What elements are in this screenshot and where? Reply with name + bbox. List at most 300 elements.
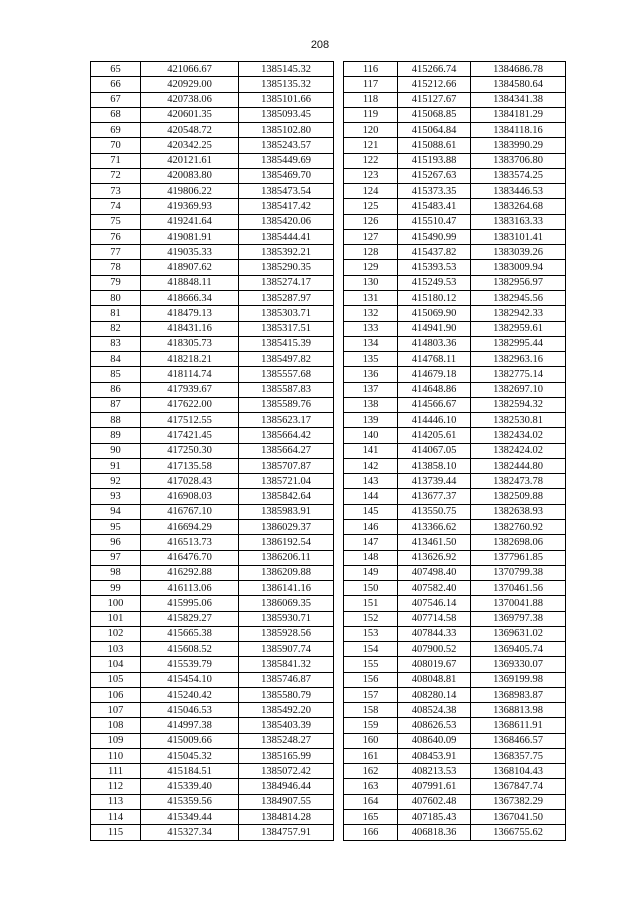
x-coordinate-cell: 414067.05 (398, 443, 471, 458)
y-coordinate-cell: 1382995.44 (471, 336, 566, 351)
table-row (344, 550, 566, 565)
table-row (91, 352, 334, 367)
table-row (344, 367, 566, 382)
x-coordinate-cell: 414446.10 (398, 413, 471, 428)
point-number-cell: 93 (91, 489, 141, 504)
table-row (91, 413, 334, 428)
point-number-cell: 124 (344, 184, 398, 199)
y-coordinate-cell: 1382698.06 (471, 535, 566, 550)
point-number-cell: 92 (91, 474, 141, 489)
y-coordinate-cell: 1385417.42 (239, 199, 334, 214)
y-coordinate-cell: 1366755.62 (471, 825, 566, 840)
x-coordinate-cell: 414566.67 (398, 397, 471, 412)
point-number-cell: 144 (344, 489, 398, 504)
x-coordinate-cell: 415009.66 (141, 733, 239, 748)
x-coordinate-cell: 414803.36 (398, 336, 471, 351)
point-number-cell: 161 (344, 748, 398, 763)
point-number-cell: 156 (344, 672, 398, 687)
y-coordinate-cell: 1382530.81 (471, 413, 566, 428)
y-coordinate-cell: 1382697.10 (471, 382, 566, 397)
x-coordinate-cell: 415267.63 (398, 168, 471, 183)
y-coordinate-cell: 1385469.70 (239, 168, 334, 183)
x-coordinate-cell: 418305.73 (141, 336, 239, 351)
y-coordinate-cell: 1384580.64 (471, 77, 566, 92)
x-coordinate-cell: 414941.90 (398, 321, 471, 336)
table-row (344, 581, 566, 596)
x-coordinate-cell: 415483.41 (398, 199, 471, 214)
x-coordinate-cell: 415349.44 (141, 810, 239, 825)
y-coordinate-cell: 1386206.11 (239, 550, 334, 565)
y-coordinate-cell: 1383101.41 (471, 229, 566, 244)
table-row (91, 611, 334, 626)
y-coordinate-cell: 1385707.87 (239, 458, 334, 473)
table-row (91, 504, 334, 519)
y-coordinate-cell: 1385444.41 (239, 229, 334, 244)
y-coordinate-cell: 1385243.57 (239, 138, 334, 153)
table-row (344, 229, 566, 244)
point-number-cell: 84 (91, 352, 141, 367)
table-row (91, 367, 334, 382)
y-coordinate-cell: 1384946.44 (239, 779, 334, 794)
y-coordinate-cell: 1369405.74 (471, 642, 566, 657)
x-coordinate-cell: 417028.43 (141, 474, 239, 489)
x-coordinate-cell: 415088.61 (398, 138, 471, 153)
point-number-cell: 89 (91, 428, 141, 443)
y-coordinate-cell: 1385403.39 (239, 718, 334, 733)
y-coordinate-cell: 1369797.38 (471, 611, 566, 626)
y-coordinate-cell: 1385930.71 (239, 611, 334, 626)
x-coordinate-cell: 416113.06 (141, 581, 239, 596)
table-row (344, 306, 566, 321)
y-coordinate-cell: 1386141.16 (239, 581, 334, 596)
point-number-cell: 73 (91, 184, 141, 199)
table-row (91, 168, 334, 183)
y-coordinate-cell: 1370799.38 (471, 565, 566, 580)
point-number-cell: 87 (91, 397, 141, 412)
point-number-cell: 125 (344, 199, 398, 214)
x-coordinate-cell: 415373.35 (398, 184, 471, 199)
table-row (344, 504, 566, 519)
x-coordinate-cell: 414997.38 (141, 718, 239, 733)
point-number-cell: 151 (344, 596, 398, 611)
x-coordinate-cell: 419035.33 (141, 245, 239, 260)
x-coordinate-cell: 414648.86 (398, 382, 471, 397)
point-number-cell: 94 (91, 504, 141, 519)
y-coordinate-cell: 1383446.53 (471, 184, 566, 199)
y-coordinate-cell: 1382963.16 (471, 352, 566, 367)
table-row (344, 642, 566, 657)
point-number-cell: 149 (344, 565, 398, 580)
x-coordinate-cell: 415359.56 (141, 794, 239, 809)
y-coordinate-cell: 1385303.71 (239, 306, 334, 321)
x-coordinate-cell: 414205.61 (398, 428, 471, 443)
point-number-cell: 100 (91, 596, 141, 611)
y-coordinate-cell: 1382424.02 (471, 443, 566, 458)
y-coordinate-cell: 1383990.29 (471, 138, 566, 153)
point-number-cell: 75 (91, 214, 141, 229)
y-coordinate-cell: 1369631.02 (471, 626, 566, 641)
point-number-cell: 85 (91, 367, 141, 382)
y-coordinate-cell: 1368983.87 (471, 687, 566, 702)
table-row (344, 352, 566, 367)
x-coordinate-cell: 415240.42 (141, 687, 239, 702)
y-coordinate-cell: 1377961.85 (471, 550, 566, 565)
point-number-cell: 112 (91, 779, 141, 794)
x-coordinate-cell: 408019.67 (398, 657, 471, 672)
x-coordinate-cell: 416292.88 (141, 565, 239, 580)
x-coordinate-cell: 408280.14 (398, 687, 471, 702)
y-coordinate-cell: 1384181.29 (471, 107, 566, 122)
table-row (91, 184, 334, 199)
point-number-cell: 138 (344, 397, 398, 412)
point-number-cell: 146 (344, 519, 398, 534)
table-row (344, 214, 566, 229)
point-number-cell: 141 (344, 443, 398, 458)
table-row (91, 77, 334, 92)
y-coordinate-cell: 1385623.17 (239, 413, 334, 428)
table-row (344, 245, 566, 260)
y-coordinate-cell: 1386029.37 (239, 519, 334, 534)
y-coordinate-cell: 1385449.69 (239, 153, 334, 168)
y-coordinate-cell: 1382959.61 (471, 321, 566, 336)
y-coordinate-cell: 1368611.91 (471, 718, 566, 733)
table-row (91, 260, 334, 275)
y-coordinate-cell: 1385145.32 (239, 62, 334, 77)
y-coordinate-cell: 1385274.17 (239, 275, 334, 290)
y-coordinate-cell: 1385841.32 (239, 657, 334, 672)
point-number-cell: 147 (344, 535, 398, 550)
x-coordinate-cell: 414768.11 (398, 352, 471, 367)
point-number-cell: 65 (91, 62, 141, 77)
x-coordinate-cell: 413739.44 (398, 474, 471, 489)
y-coordinate-cell: 1384118.16 (471, 123, 566, 138)
point-number-cell: 95 (91, 519, 141, 534)
x-coordinate-cell: 413461.50 (398, 535, 471, 550)
point-number-cell: 98 (91, 565, 141, 580)
x-coordinate-cell: 408626.53 (398, 718, 471, 733)
table-row (91, 703, 334, 718)
y-coordinate-cell: 1383264.68 (471, 199, 566, 214)
x-coordinate-cell: 407714.58 (398, 611, 471, 626)
y-coordinate-cell: 1386209.88 (239, 565, 334, 580)
y-coordinate-cell: 1385165.99 (239, 748, 334, 763)
point-number-cell: 155 (344, 657, 398, 672)
point-number-cell: 127 (344, 229, 398, 244)
x-coordinate-cell: 420601.35 (141, 107, 239, 122)
point-number-cell: 80 (91, 290, 141, 305)
point-number-cell: 158 (344, 703, 398, 718)
x-coordinate-cell: 419369.93 (141, 199, 239, 214)
x-coordinate-cell: 420548.72 (141, 123, 239, 138)
point-number-cell: 72 (91, 168, 141, 183)
point-number-cell: 153 (344, 626, 398, 641)
y-coordinate-cell: 1385721.04 (239, 474, 334, 489)
point-number-cell: 164 (344, 794, 398, 809)
y-coordinate-cell: 1383163.33 (471, 214, 566, 229)
table-row (344, 810, 566, 825)
x-coordinate-cell: 408048.81 (398, 672, 471, 687)
point-number-cell: 133 (344, 321, 398, 336)
table-row (344, 275, 566, 290)
point-number-cell: 128 (344, 245, 398, 260)
x-coordinate-cell: 420738.06 (141, 92, 239, 107)
point-number-cell: 126 (344, 214, 398, 229)
point-number-cell: 96 (91, 535, 141, 550)
y-coordinate-cell: 1383039.26 (471, 245, 566, 260)
point-number-cell: 165 (344, 810, 398, 825)
table-row (344, 565, 566, 580)
y-coordinate-cell: 1368813.98 (471, 703, 566, 718)
x-coordinate-cell: 407185.43 (398, 810, 471, 825)
point-number-cell: 123 (344, 168, 398, 183)
x-coordinate-cell: 420929.00 (141, 77, 239, 92)
table-row (91, 687, 334, 702)
y-coordinate-cell: 1385928.56 (239, 626, 334, 641)
x-coordinate-cell: 415393.53 (398, 260, 471, 275)
table-row (91, 489, 334, 504)
table-row (91, 107, 334, 122)
table-row (91, 92, 334, 107)
y-coordinate-cell: 1385746.87 (239, 672, 334, 687)
x-coordinate-cell: 407844.33 (398, 626, 471, 641)
point-number-cell: 83 (91, 336, 141, 351)
x-coordinate-cell: 418666.34 (141, 290, 239, 305)
y-coordinate-cell: 1368104.43 (471, 764, 566, 779)
y-coordinate-cell: 1385983.91 (239, 504, 334, 519)
x-coordinate-cell: 416476.70 (141, 550, 239, 565)
x-coordinate-cell: 416694.29 (141, 519, 239, 534)
y-coordinate-cell: 1384814.28 (239, 810, 334, 825)
x-coordinate-cell: 415327.34 (141, 825, 239, 840)
point-number-cell: 121 (344, 138, 398, 153)
point-number-cell: 160 (344, 733, 398, 748)
table-row (344, 535, 566, 550)
point-number-cell: 131 (344, 290, 398, 305)
table-row (344, 199, 566, 214)
point-number-cell: 163 (344, 779, 398, 794)
x-coordinate-cell: 406818.36 (398, 825, 471, 840)
x-coordinate-cell: 415068.85 (398, 107, 471, 122)
point-number-cell: 122 (344, 153, 398, 168)
x-coordinate-cell: 417421.45 (141, 428, 239, 443)
x-coordinate-cell: 413550.75 (398, 504, 471, 519)
point-number-cell: 108 (91, 718, 141, 733)
x-coordinate-cell: 407546.14 (398, 596, 471, 611)
point-number-cell: 66 (91, 77, 141, 92)
x-coordinate-cell: 418218.21 (141, 352, 239, 367)
x-coordinate-cell: 416513.73 (141, 535, 239, 550)
x-coordinate-cell: 418114.74 (141, 367, 239, 382)
table-row (91, 199, 334, 214)
point-number-cell: 104 (91, 657, 141, 672)
y-coordinate-cell: 1385415.39 (239, 336, 334, 351)
table-row (91, 306, 334, 321)
point-number-cell: 159 (344, 718, 398, 733)
coordinates-table-right-body (344, 62, 566, 841)
point-number-cell: 77 (91, 245, 141, 260)
table-row (344, 779, 566, 794)
table-row (91, 336, 334, 351)
x-coordinate-cell: 415665.38 (141, 626, 239, 641)
y-coordinate-cell: 1385287.97 (239, 290, 334, 305)
y-coordinate-cell: 1383574.25 (471, 168, 566, 183)
table-row (91, 672, 334, 687)
y-coordinate-cell: 1386069.35 (239, 596, 334, 611)
point-number-cell: 130 (344, 275, 398, 290)
point-number-cell: 115 (91, 825, 141, 840)
table-row (91, 748, 334, 763)
x-coordinate-cell: 414679.18 (398, 367, 471, 382)
point-number-cell: 107 (91, 703, 141, 718)
x-coordinate-cell: 415266.74 (398, 62, 471, 77)
point-number-cell: 139 (344, 413, 398, 428)
table-row (91, 626, 334, 641)
point-number-cell: 79 (91, 275, 141, 290)
table-row (344, 153, 566, 168)
table-row (344, 260, 566, 275)
point-number-cell: 137 (344, 382, 398, 397)
point-number-cell: 88 (91, 413, 141, 428)
table-row (344, 733, 566, 748)
point-number-cell: 102 (91, 626, 141, 641)
x-coordinate-cell: 415539.79 (141, 657, 239, 672)
x-coordinate-cell: 417135.58 (141, 458, 239, 473)
point-number-cell: 67 (91, 92, 141, 107)
y-coordinate-cell: 1385290.35 (239, 260, 334, 275)
table-row (344, 107, 566, 122)
point-number-cell: 118 (344, 92, 398, 107)
point-number-cell: 111 (91, 764, 141, 779)
coordinates-table-left (90, 61, 334, 841)
x-coordinate-cell: 419081.91 (141, 229, 239, 244)
x-coordinate-cell: 415249.53 (398, 275, 471, 290)
x-coordinate-cell: 419241.64 (141, 214, 239, 229)
point-number-cell: 119 (344, 107, 398, 122)
y-coordinate-cell: 1385587.83 (239, 382, 334, 397)
x-coordinate-cell: 415045.32 (141, 748, 239, 763)
x-coordinate-cell: 413858.10 (398, 458, 471, 473)
table-row (344, 703, 566, 718)
y-coordinate-cell: 1370461.56 (471, 581, 566, 596)
table-row (344, 657, 566, 672)
table-row (344, 626, 566, 641)
x-coordinate-cell: 415064.84 (398, 123, 471, 138)
x-coordinate-cell: 418907.62 (141, 260, 239, 275)
table-row (91, 275, 334, 290)
point-number-cell: 142 (344, 458, 398, 473)
point-number-cell: 152 (344, 611, 398, 626)
table-row (91, 123, 334, 138)
y-coordinate-cell: 1382434.02 (471, 428, 566, 443)
table-row (91, 214, 334, 229)
y-coordinate-cell: 1368466.57 (471, 733, 566, 748)
point-number-cell: 69 (91, 123, 141, 138)
point-number-cell: 143 (344, 474, 398, 489)
x-coordinate-cell: 415510.47 (398, 214, 471, 229)
x-coordinate-cell: 415339.40 (141, 779, 239, 794)
table-row (344, 687, 566, 702)
point-number-cell: 150 (344, 581, 398, 596)
table-row (344, 611, 566, 626)
y-coordinate-cell: 1382775.14 (471, 367, 566, 382)
table-row (91, 794, 334, 809)
x-coordinate-cell: 413626.92 (398, 550, 471, 565)
y-coordinate-cell: 1385135.32 (239, 77, 334, 92)
y-coordinate-cell: 1385497.82 (239, 352, 334, 367)
point-number-cell: 91 (91, 458, 141, 473)
point-number-cell: 97 (91, 550, 141, 565)
point-number-cell: 129 (344, 260, 398, 275)
table-row (344, 596, 566, 611)
table-row (91, 550, 334, 565)
table-row (344, 794, 566, 809)
table-row (91, 581, 334, 596)
y-coordinate-cell: 1382638.93 (471, 504, 566, 519)
point-number-cell: 76 (91, 229, 141, 244)
y-coordinate-cell: 1382760.92 (471, 519, 566, 534)
x-coordinate-cell: 408640.09 (398, 733, 471, 748)
x-coordinate-cell: 415454.10 (141, 672, 239, 687)
table-row (91, 397, 334, 412)
table-row (91, 519, 334, 534)
table-row (344, 718, 566, 733)
x-coordinate-cell: 415069.90 (398, 306, 471, 321)
table-row (91, 642, 334, 657)
point-number-cell: 162 (344, 764, 398, 779)
x-coordinate-cell: 415180.12 (398, 290, 471, 305)
y-coordinate-cell: 1383009.94 (471, 260, 566, 275)
y-coordinate-cell: 1367382.29 (471, 794, 566, 809)
y-coordinate-cell: 1383706.80 (471, 153, 566, 168)
table-row (91, 290, 334, 305)
point-number-cell: 145 (344, 504, 398, 519)
point-number-cell: 154 (344, 642, 398, 657)
table-row (344, 321, 566, 336)
table-row (91, 535, 334, 550)
point-number-cell: 70 (91, 138, 141, 153)
x-coordinate-cell: 415490.99 (398, 229, 471, 244)
x-coordinate-cell: 420121.61 (141, 153, 239, 168)
y-coordinate-cell: 1369330.07 (471, 657, 566, 672)
point-number-cell: 148 (344, 550, 398, 565)
point-number-cell: 117 (344, 77, 398, 92)
y-coordinate-cell: 1385557.68 (239, 367, 334, 382)
table-row (344, 168, 566, 183)
point-number-cell: 157 (344, 687, 398, 702)
x-coordinate-cell: 407991.61 (398, 779, 471, 794)
table-row (344, 62, 566, 77)
y-coordinate-cell: 1384686.78 (471, 62, 566, 77)
y-coordinate-cell: 1369199.98 (471, 672, 566, 687)
y-coordinate-cell: 1367847.74 (471, 779, 566, 794)
table-row (344, 290, 566, 305)
y-coordinate-cell: 1370041.88 (471, 596, 566, 611)
x-coordinate-cell: 407900.52 (398, 642, 471, 657)
x-coordinate-cell: 415608.52 (141, 642, 239, 657)
point-number-cell: 78 (91, 260, 141, 275)
point-number-cell: 136 (344, 367, 398, 382)
y-coordinate-cell: 1382444.80 (471, 458, 566, 473)
point-number-cell: 106 (91, 687, 141, 702)
y-coordinate-cell: 1385589.76 (239, 397, 334, 412)
table-row (91, 62, 334, 77)
point-number-cell: 71 (91, 153, 141, 168)
table-row (344, 77, 566, 92)
coordinates-table-left-body (91, 62, 334, 841)
point-number-cell: 101 (91, 611, 141, 626)
table-row (91, 245, 334, 260)
y-coordinate-cell: 1385072.42 (239, 764, 334, 779)
